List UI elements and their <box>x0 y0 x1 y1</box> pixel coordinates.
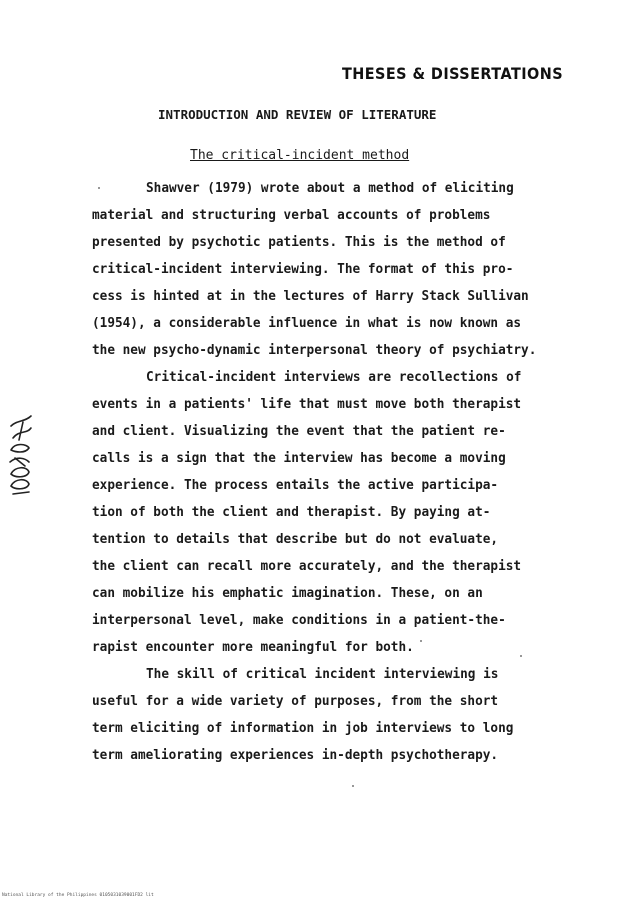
scan-speck <box>352 785 354 787</box>
body-line: The skill of critical incident interviewing is <box>146 667 499 682</box>
body-line: (1954), a considerable influence in what is now known as <box>92 316 522 331</box>
subsection-heading: The critical-incident method <box>190 148 410 163</box>
body-line: events in a patients' life that must move both therapist <box>92 397 522 412</box>
body-line: term eliciting of information in job interviews to long <box>92 721 514 736</box>
body-line: cess is hinted at in the lectures of Harry Stack Sullivan <box>92 289 529 304</box>
scan-speck <box>520 655 522 657</box>
body-line: the client can recall more accurately, and the therapist <box>92 559 522 574</box>
body-line: critical-incident interviewing. The format of this pro- <box>92 262 514 277</box>
body-line: Critical-incident interviews are recollections of <box>146 370 522 385</box>
body-line: term ameliorating experiences in-depth psychotherapy. <box>92 748 499 763</box>
body-line: Shawver (1979) wrote about a method of eliciting <box>146 181 514 196</box>
footer-scan-credit: National Library of the Philippines 0105031039001FD2 lit <box>2 893 154 898</box>
theses-stamp: THESES & DISSERTATIONS <box>342 64 564 83</box>
body-line: tention to details that describe but do not evaluate, <box>92 532 499 547</box>
scan-speck <box>98 187 100 189</box>
body-line: calls is a sign that the interview has become a moving <box>92 451 506 466</box>
body-line: material and structuring verbal accounts of problems <box>92 208 491 223</box>
body-line: the new psycho-dynamic interpersonal theory of psychiatry. <box>92 343 537 358</box>
scan-speck <box>420 640 422 642</box>
body-line: and client. Visualizing the event that the patient re- <box>92 424 506 439</box>
body-line: interpersonal level, make conditions in a patient-the- <box>92 613 506 628</box>
body-line: rapist encounter more meaningful for both. <box>92 640 414 655</box>
body-line: experience. The process entails the active participa- <box>92 478 499 493</box>
body-line: presented by psychotic patients. This is the method of <box>92 235 506 250</box>
section-heading-text: INTRODUCTION AND REVIEW OF LITERATURE <box>158 107 437 122</box>
body-line: useful for a wide variety of purposes, from the short <box>92 694 499 709</box>
body-line: tion of both the client and therapist. By paying at- <box>92 505 491 520</box>
body-line: can mobilize his emphatic imagination. These, on an <box>92 586 483 601</box>
handwritten-call-number <box>5 412 37 498</box>
